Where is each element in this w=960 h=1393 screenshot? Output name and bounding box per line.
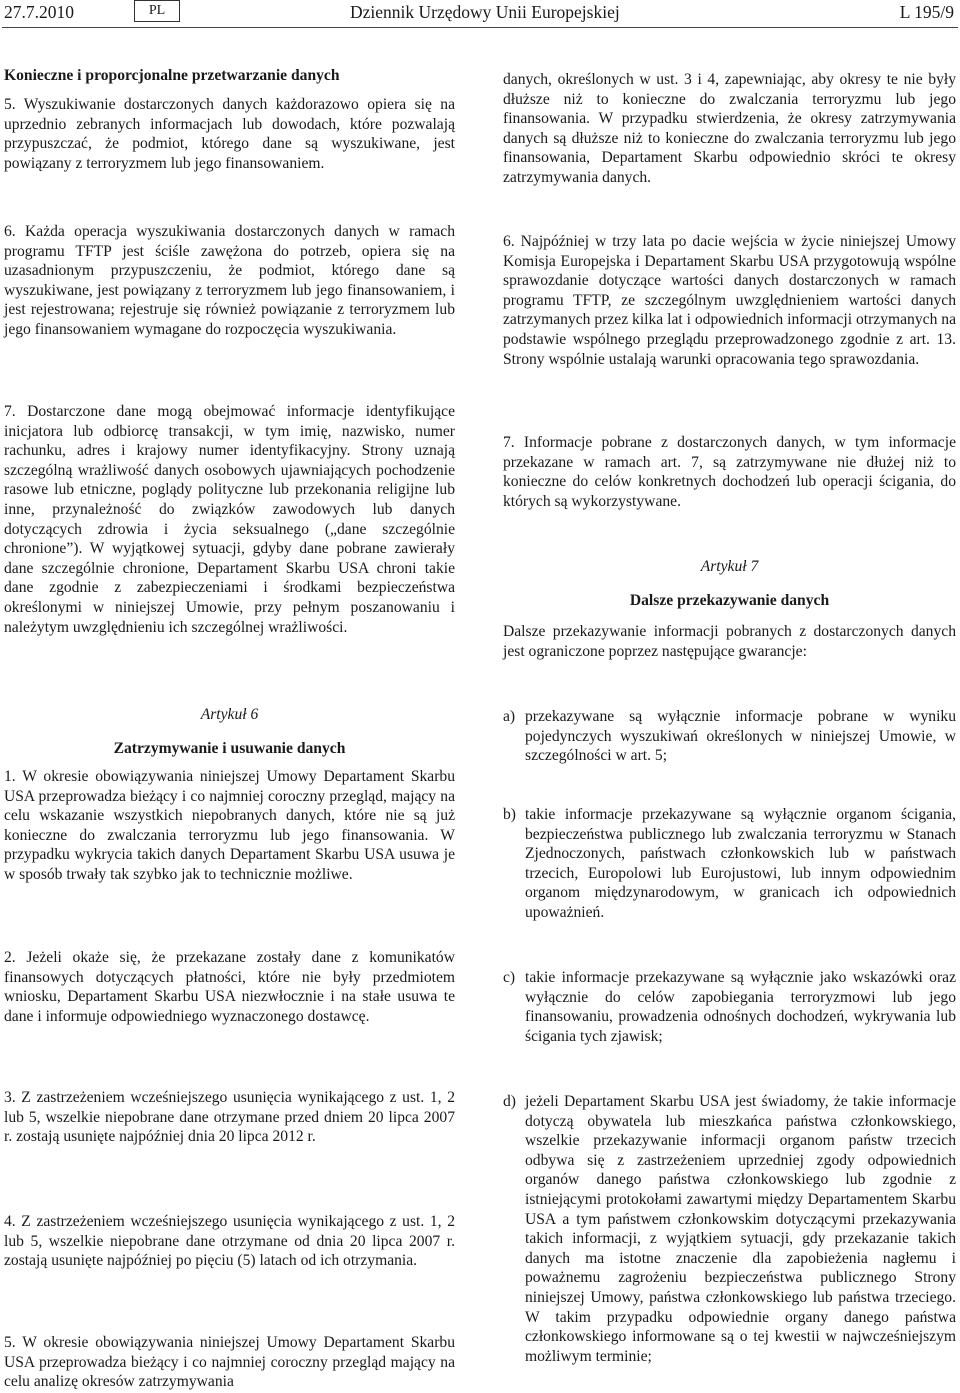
journal-title: Dziennik Urzędowy Unii Europejskiej <box>350 2 620 22</box>
paragraph-text: 6. Najpóźniej w trzy lata po dacie wejścia w życie niniejszej Umowy Komisja Europejska i Departament Skarbu USA przygotowują wspólne sprawozdanie dotyczące wartości danych dostarczonych w ramach programu TFTP, ze szczególnym uwzględnieniem wartości danych zatrzymanych przez kilka lat i odpowiednich informacji otrzymanych na podstawie wspólnego przeglądu przeprowadzonego zgodnie z art. 13. Strony wspólnie ustalają warunki opracowania tego sprawozdania. <box>503 233 956 368</box>
article-title: Dalsze przekazywanie danych <box>629 591 830 609</box>
continued-paragraph <box>503 70 956 188</box>
paragraph-text: 1. W okresie obowiązywania niniejszej Umowy Departament Skarbu USA przeprowadza bieżący i co najmniej coroczny przegląd, mający na celu wskazanie wszystkich niepobranych danych, które nie są już konieczne do zwalczania terroryzmu lub jego finansowania. W przypadku wykrycia takich danych Departament Skarbu USA usuwa je w sposób trwały tak szybko jak to technicznie możliwe. <box>4 768 455 883</box>
list-item-a <box>503 707 956 766</box>
list-label: d) <box>503 1093 516 1110</box>
paragraph-4 <box>4 1212 455 1271</box>
list-label: b) <box>503 806 516 823</box>
paragraph-text: 5. Wyszukiwanie dostarczonych danych każdorazowo opiera się na uprzednio zebranych informacjach lub dowodach, które pozwalają przypuszczać, że podmiot, którego dane są wyszukiwane, jest powiązany z terroryzmem lub jego finansowaniem. <box>4 96 455 172</box>
article-6-heading <box>4 705 455 770</box>
paragraph-6 <box>4 222 455 340</box>
paragraph-text: 7. Dostarczone dane mogą obejmować informacje identyfikujące inicjatora lub odbiorcę transakcji, w tym imię, nazwisko, numer rachunku, adres i krajowy numer identyfikacyjny. Strony uznają szczególną wrażliwość danych osobowych ujawniających pochodzenie rasowe lub etniczne, poglądy polityczne lub przekonania religijne lub inne, przynależność do związków zawodowych lub danych dotyczących zdrowia i życia seksualnego („dane szczególnie chronione”). W wyjątkowej sytuacji, gdyby dane pobrane zawierały dane szczególnie chronione, Departament Skarbu USA chroni takie dane zgodnie z zabezpieczeniami i środkami bezpieczeństwa określonymi w niniejszej Umowie, przy pełnym poszanowaniu i należytym uwzględnieniu ich szczególnej wrażliwości. <box>4 403 455 636</box>
list-text: jeżeli Departament Skarbu USA jest świadomy, że takie informacje dotyczą obywatela lub mieszkańca państwa członkowskiego, wszelkie przekazywanie informacji organom państw trzecich odbywa się z zastrzeżeniem uprzedniej zgody odpowiednich organów danego państwa członkowskiego lub zgodnie z istniejącymi protokołami zawartymi między Departamentem Skarbu USA a tym państwem członkowskim dotyczącymi przekazywania takich informacji, z wyjątkiem sytuacji, gdy przekazanie takich danych ma istotne znaczenie dla zapobieżenia nagłemu i poważnemu zagrożeniu bezpieczeństwa publicznego Strony niniejszej Umowy, państwa członkowskiego lub państwa trzeciego. W takim przypadku odpowiednie organy danego państwa członkowskiego informowane są o tej kwestii w najwcześniejszym możliwym terminie; <box>525 1093 956 1365</box>
paragraph-text: 6. Każda operacja wyszukiwania dostarczonych danych w ramach programu TFTP jest ściśle zawężona do potrzeb, opiera się na uzasadnionym przypuszczeniu, że podmiot, którego dane są wyszukiwane, jest powiązany z terroryzmem lub jego finansowaniem, i jest rejestrowana; rejestruje się również powiązanie z terroryzmem lub jego finansowaniem wymagane do rozpoczęcia wyszukiwania. <box>4 223 455 338</box>
section-heading-block <box>4 66 455 86</box>
language-badge: PL <box>134 0 180 22</box>
article-intro: Dalsze przekazywanie informacji pobranych z dostarczonych danych jest ograniczone poprzez następujące gwarancje: <box>503 623 956 660</box>
paragraph-text: danych, określonych w ust. 3 i 4, zapewniając, aby okresy te nie były dłuższe niż to konieczne do zwalczania terroryzmu lub jego finansowania. W przypadku stwierdzenia, że okresy zatrzymywania danych są dłuższe niż to konieczne do zwalczania terroryzmu lub jego finansowania, Departament Skarbu odpowiednio skróci te okresy zatrzymywania danych. <box>503 71 956 186</box>
list-label: c) <box>503 969 516 986</box>
paragraph-7 <box>4 402 455 637</box>
paragraph-text: 4. Z zastrzeżeniem wcześniejszego usunięcia wynikającego z ust. 1, 2 lub 5, wszelkie niepobrane dane otrzymane od dnia 20 lipca 2007 r. zostają usunięte najpóźniej po pięciu (5) latach od ich otrzymania. <box>4 1213 455 1270</box>
section-heading: Konieczne i proporcjonalne przetwarzanie danych <box>4 67 340 84</box>
list-item-b <box>503 805 956 923</box>
paragraph-7-right <box>503 433 956 511</box>
article-title: Zatrzymywanie i usuwanie danych <box>113 739 346 757</box>
list-label: a) <box>503 708 516 725</box>
paragraph-text: 2. Jeżeli okaże się, że przekazane zostały dane z komunikatów finansowych dotyczących płatności, które nie były przedmiotem wniosku, Departament Skarbu USA niezwłocznie i na stałe usuwa te dane i informuje odpowiedniego wyznaczonego dostawcę. <box>4 949 455 1025</box>
paragraph-5 <box>4 95 455 173</box>
page-number: L 195/9 <box>899 2 954 22</box>
paragraph-2 <box>4 948 455 1026</box>
paragraph-text: 3. Z zastrzeżeniem wcześniejszego usunięcia wynikającego z ust. 1, 2 lub 5, wszelkie niepobrane dane otrzymane przed dniem 20 lipca 2007 r. zostają usunięte najpóźniej dnia 20 lipca 2012 r. <box>4 1089 455 1146</box>
publication-date: 27.7.2010 <box>4 2 74 22</box>
paragraph-3 <box>4 1088 455 1147</box>
list-text: takie informacje przekazywane są wyłącznie jako wskazówki oraz wyłącznie do celów zapobiegania terroryzmowi lub jego finansowaniu, prowadzenia odnośnych dochodzeń, wykrywania lub ścigania tych zjawisk; <box>525 969 956 1045</box>
paragraph-1 <box>4 767 455 885</box>
article-7-heading <box>503 557 956 661</box>
list-item-d <box>503 1092 956 1366</box>
paragraph-text: 7. Informacje pobrane z dostarczonych danych, w tym informacje przekazane w ramach art. 7, są zatrzymywane nie dłużej niż to konieczne do celów konkretnych dochodzeń lub operacji ścigania, do których są wykorzystywane. <box>503 434 956 510</box>
list-text: przekazywane są wyłącznie informacje pobrane w wyniku pojedynczych wyszukiwań określonych w niniejszej Umowie, w szczególności w art. 5; <box>525 708 956 765</box>
article-label: Artykuł 6 <box>200 706 259 723</box>
page-header <box>0 0 960 24</box>
article-label: Artykuł 7 <box>700 558 759 575</box>
paragraph-5-bottom <box>4 1333 455 1392</box>
paragraph-text: 5. W okresie obowiązywania niniejszej Umowy Departament Skarbu USA przeprowadza bieżący i co najmniej coroczny przegląd mający na celu analizę okresów zatrzymywania <box>4 1334 455 1391</box>
list-item-c <box>503 968 956 1046</box>
header-divider <box>2 27 958 28</box>
paragraph-6-right <box>503 232 956 369</box>
list-text: takie informacje przekazywane są wyłącznie organom ścigania, bezpieczeństwa publicznego lub zwalczania terroryzmu w Stanach Zjednoczonych, państwach członkowskich lub w państwach trzecich, Europolowi lub Eurojustowi, lub innym odpowiednim organom międzynarodowym, w granicach ich odpowiednich upoważnień. <box>525 806 956 921</box>
